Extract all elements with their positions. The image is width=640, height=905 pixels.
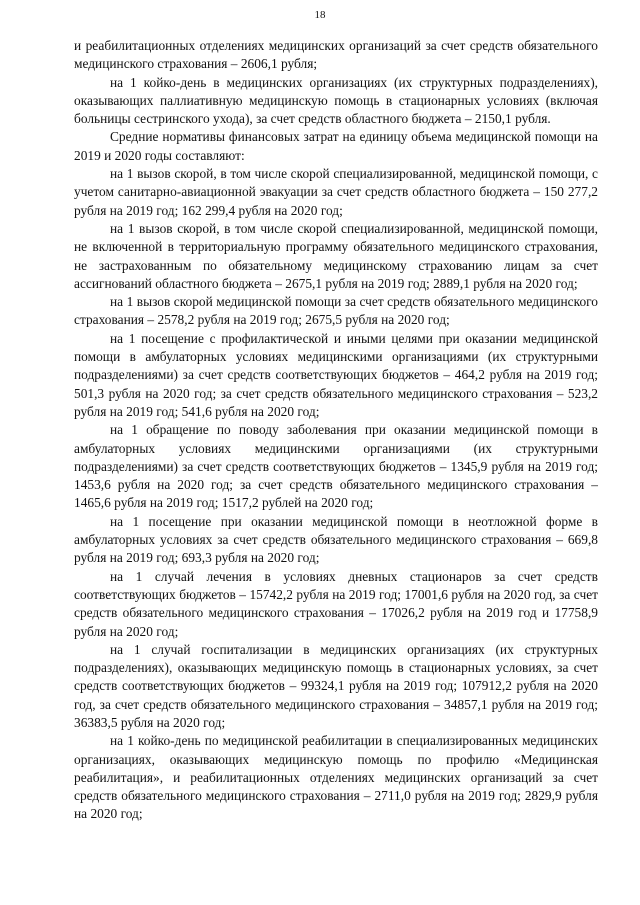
paragraph-urgent-visit: на 1 посещение при оказании медицинской помощи в неотложной форме в амбулаторных условиях за счет средств обязательного медицинского страхования – 669,8 рубля на 2019 год; 693,3 рубля на 2020 год; bbox=[74, 513, 598, 566]
paragraph-emergency-call-oms: на 1 вызов скорой медицинской помощи за счет средств обязательного медицинского страхования – 2578,2 рубля на 2019 год; 2675,5 рубля на 2020 год; bbox=[74, 294, 598, 328]
paragraph-day-hospital: на 1 случай лечения в условиях дневных стационаров за счет средств соответствующих бюджетов – 15742,2 рубля на 2019 год; 17001,6 рубля на 2020 год, за счет средств обязательного медицинского страхования – 17026,2 рубля на 2019 год и 17758,9 рубля на 2020 год; bbox=[74, 568, 598, 639]
paragraph-cost-standards-intro: Средние нормативы финансовых затрат на единицу объема медицинской помощи на 2019 и 2020 годы составляют: bbox=[74, 129, 598, 163]
paragraph-emergency-call-air: на 1 вызов скорой, в том числе скорой специализированной, медицинской помощи, с учетом санитарно-авиационной эвакуации за счет средств областного бюджета – 150 277,2 рубля на 2019 год; 162 299,4 рубля на 2020 год; bbox=[74, 166, 598, 218]
paragraph-continuation: и реабилитационных отделениях медицинских организаций за счет средств обязательного медицинского страхования – 2606,1 рубля; bbox=[74, 38, 598, 72]
paragraph-hospitalization: на 1 случай госпитализации в медицинских организациях (их структурных подразделениях), оказывающих медицинскую помощь в стационарных условиях, за счет средств соответствующих бюджетов – 99324,1 рубля на 2019 год; 107912,2 рубля на 2020 год, за счет средств обязательного медицинского страхования – 34857,1 рубля на 2019 год; 36383,5 рубля на 2020 год; bbox=[74, 641, 598, 730]
page-number: 18 bbox=[314, 9, 326, 21]
document-body bbox=[74, 37, 598, 824]
paragraph-emergency-call-uninsured: на 1 вызов скорой, в том числе скорой специализированной, медицинской помощи, не включенной в территориальную программу обязательного медицинского страхования, не застрахованным по обязательному медицинскому страхованию лицам за счет ассигнований областного бюджета – 2675,1 рубля на 2019 год; 2889,1 рубля на 2020 год; bbox=[74, 220, 598, 291]
paragraph-disease-appeal: на 1 обращение по поводу заболевания при оказании медицинской помощи в амбулаторных условиях медицинскими организациями (их структурными подразделениями) за счет средств соответствующих бюджетов – 1345,9 рубля на 2019 год; 1453,6 рубля на 2020 год; за счет средств обязательного медицинского страхования – 1465,6 рубля на 2019 год; 1517,2 рублей на 2020 год; bbox=[74, 422, 598, 511]
paragraph-rehabilitation-bed-day: на 1 койко-день по медицинской реабилитации в специализированных медицинских организациях, оказывающих медицинскую помощь по профилю «Медицинская реабилитация», и реабилитационных отделениях медицинских организаций за счет средств обязательного медицинского страхования – 2711,0 рубля на 2019 год; 2829,9 рубля на 2020 год; bbox=[74, 733, 598, 822]
paragraph-preventive-visit: на 1 посещение с профилактической и иными целями при оказании медицинской помощи в амбулаторных условиях медицинскими организациями (их структурными подразделениями) за счет средств соответствующих бюджетов – 464,2 рубля на 2019 год; 501,3 рубля на 2020 год; за счет средств обязательного медицинского страхования – 523,2 рубля на 2019 год; 541,6 рубля на 2020 год; bbox=[74, 330, 598, 419]
paragraph-palliative-bed-day: на 1 койко-день в медицинских организациях (их структурных подразделениях), оказывающих паллиативную медицинскую помощь в стационарных условиях (включая больницы сестринского ухода), за счет средств областного бюджета – 2150,1 рубля. bbox=[74, 74, 598, 127]
